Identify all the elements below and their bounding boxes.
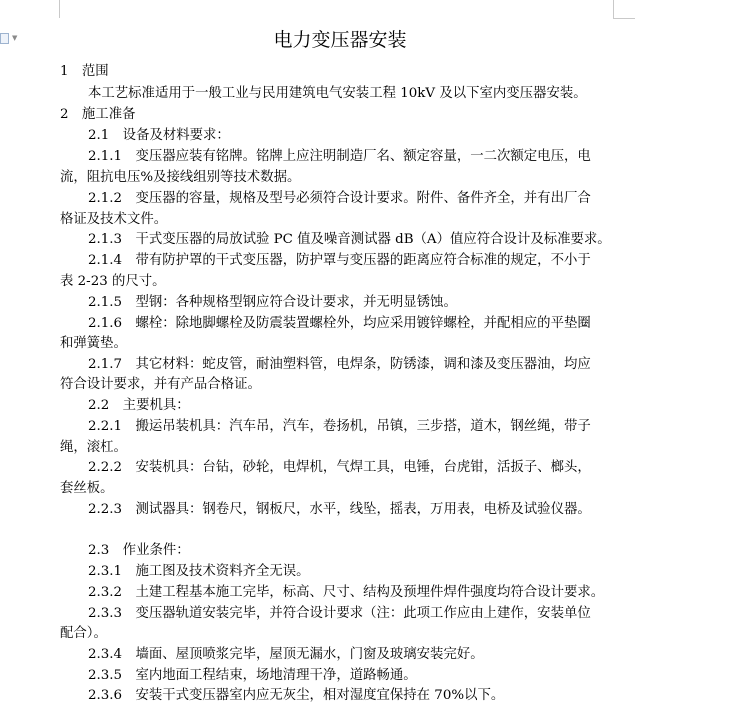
subsection-heading: 2.3 作业条件： [88, 543, 190, 558]
margin-corner-mark [613, 0, 614, 18]
paragraph-line: 2.3.2 土建工程基本施工完毕，标高、尺寸、结构及预埋件焊件强度均符合设计要求。 [88, 585, 605, 600]
paragraph-line: 2.3.4 墙面、屋顶喷浆完毕，屋顶无漏水，门窗及玻璃安装完好。 [88, 647, 484, 662]
paragraph-line: 格证及技术文件。 [60, 212, 168, 227]
paragraph-line: 2.1.5 型钢：各种规格型钢应符合设计要求，并无明显锈蚀。 [88, 295, 457, 310]
paragraph-line: 配合）。 [60, 626, 107, 641]
paragraph-line: 2.3.1 施工图及技术资料齐全无误。 [88, 564, 310, 579]
paragraph-line: 2.2.2 安装机具：台钻，砂轮，电焊机，气焊工具，电锤，台虎钳，活扳子、榔头， [88, 460, 591, 475]
paragraph-line: 流，阻抗电压%及接线组别等技术数据。 [60, 170, 301, 185]
paragraph-line: 2.1.2 变压器的容量，规格及型号必须符合设计要求。附件、备件齐全，并有出厂合 [88, 191, 591, 206]
paragraph-line: 和弹簧垫。 [60, 336, 127, 351]
paragraph-line: 2.3.6 安装干式变压器室内应无灰尘，相对湿度宜保持在 70%以下。 [88, 688, 505, 703]
paragraph-line: 套丝板。 [60, 481, 114, 496]
subsection-heading: 2.1 设备及材料要求： [88, 128, 230, 143]
paragraph-line: 符合设计要求，并有产品合格证。 [60, 377, 261, 392]
paragraph-line: 2.1.4 带有防护罩的干式变压器，防护罩与变压器的距离应符合标准的规定，不小于 [88, 253, 591, 268]
paragraph-line: 2.3.3 变压器轨道安装完毕，并符合设计要求（注：此项工作应由上建作，安装单位 [88, 606, 591, 621]
paragraph-line: 表 2-23 的尺寸。 [60, 274, 166, 289]
paragraph-line: 2.1.6 螺栓：除地脚螺栓及防震装置螺栓外，均应采用镀锌螺栓，并配相应的平垫圈 [88, 316, 591, 331]
document-title: 电力变压器安装 [273, 29, 407, 51]
section-heading: 1 范围 [60, 64, 109, 79]
paragraph-line: 绳，滚杠。 [60, 440, 127, 455]
margin-corner-mark [59, 0, 60, 18]
margin-corner-mark [613, 18, 635, 19]
paragraph-line: 2.1.1 变压器应装有铭牌。铭牌上应注明制造厂名、额定容量，一二次额定电压，电 [88, 149, 591, 164]
section-heading: 2 施工准备 [60, 107, 136, 122]
paragraph-line: 本工艺标准适用于一般工业与民用建筑电气安装工程 10kV 及以下室内变压器安装。 [88, 86, 587, 101]
paragraph-line: 2.2.3 测试器具：钢卷尺，钢板尺，水平，线坠，摇表，万用表，电桥及试验仪器。 [88, 502, 591, 517]
dropdown-caret-icon[interactable]: ▼ [12, 34, 18, 42]
paragraph-line: 2.2.1 搬运吊装机具：汽车吊，汽车，卷扬机，吊镇，三步搭，道木，钢丝绳，带子 [88, 419, 591, 434]
subsection-heading: 2.2 主要机具： [88, 398, 190, 413]
paragraph-line: 2.3.5 室内地面工程结束，场地清理干净，道路畅通。 [88, 668, 417, 683]
paragraph-line: 2.1.7 其它材料：蛇皮管，耐油塑料管，电焊条，防锈漆，调和漆及变压器油，均应 [88, 357, 591, 372]
paragraph-line: 2.1.3 干式变压器的局放试验 PC 值及噪音测试器 dB（A）值应符合设计及标准要求。 [88, 232, 611, 247]
